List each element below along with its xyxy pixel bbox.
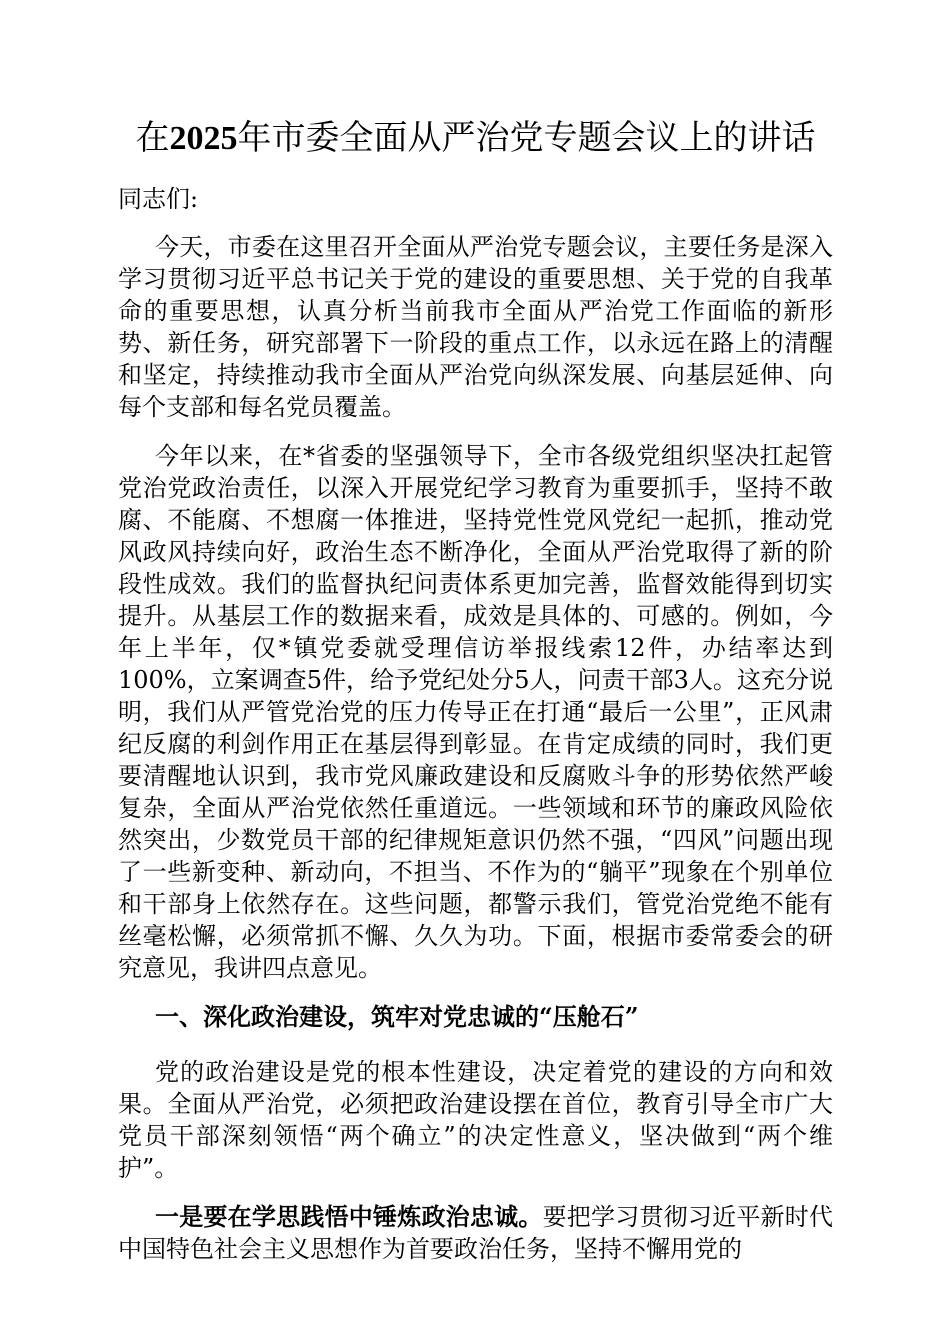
- salutation: 同志们:: [118, 185, 199, 213]
- paragraph-point-one: [118, 1201, 833, 1265]
- point-one-body: 要把学习贯彻习近平新时代中国特色社会主义思想作为首要政治任务，坚持不懈用党的: [118, 1203, 834, 1263]
- title-year: 2025: [169, 120, 238, 157]
- section-heading-1: 一、深化政治建设，筑牢对党忠诚的“压舱石”: [155, 1002, 639, 1031]
- title-prefix: 在: [135, 118, 170, 158]
- document-title: [118, 108, 833, 169]
- paragraph-achievements: 今年以来，在*省委的坚强领导下，全市各级党组织坚决扛起管党治党政治责任，以深入开展党纪学习教育为重要抓手，坚持不敢腐、不能腐、不想腐一体推进，坚持党性党风党纪一起抓，推动党风政风持续向好，政治生态不断净化，全面从严治党取得了新的阶段性成效。我们的监督执纪问责体系更加完善，监督效能得到切实提升。从基层工作的数据来看，成效是具体的、可感的。例如，今年上半年，仅*镇党委就受理信访举报线索12件，办结率达到100%，立案调查5件，给予党纪处分5人，问责干部3人。这充分说明，我们从严管党治党的压力传导正在打通“最后一公里”，正风肃纪反腐的利剑作用正在基层得到彰显。在肯定成绩的同时，我们更要清醒地认识到，我市党风廉政建设和反腐败斗争的形势依然严峻复杂，全面从严治党依然任重道远。一些领域和环节的廉政风险依然突出，少数党员干部的纪律规矩意识仍然不强，“四风”问题出现了一些新变种、新动向，不担当、不作为的“躺平”现象在个别单位和干部身上依然存在。这些问题，都警示我们，管党治党绝不能有丝毫松懈，必须常抓不懈、久久为功。下面，根据市委常委会的研究意见，我讲四点意见。: [118, 442, 833, 982]
- paragraph-political-building: 党的政治建设是党的根本性建设，决定着党的建设的方向和效果。全面从严治党，必须把政治建设摆在首位，教育引导全市广大党员干部深刻领悟“两个确立”的决定性意义，坚决做到“两个维护”。: [118, 1058, 833, 1182]
- document-page: [118, 108, 833, 1282]
- point-one-lead: 一是要在学思践悟中锤炼政治忠诚。: [155, 1202, 543, 1231]
- title-suffix: 年市委全面从严治党专题会议上的讲话: [237, 118, 816, 158]
- paragraph-intro: 今天，市委在这里召开全面从严治党专题会议，主要任务是深入学习贯彻习近平总书记关于党的建设的重要思想、关于党的自我革命的重要思想，认真分析当前我市全面从严治党工作面临的新形势、新任务，研究部署下一阶段的重点工作，以永远在路上的清醒和坚定，持续推动我市全面从严治党向纵深发展、向基层延伸、向每个支部和每名党员覆盖。: [118, 233, 833, 421]
